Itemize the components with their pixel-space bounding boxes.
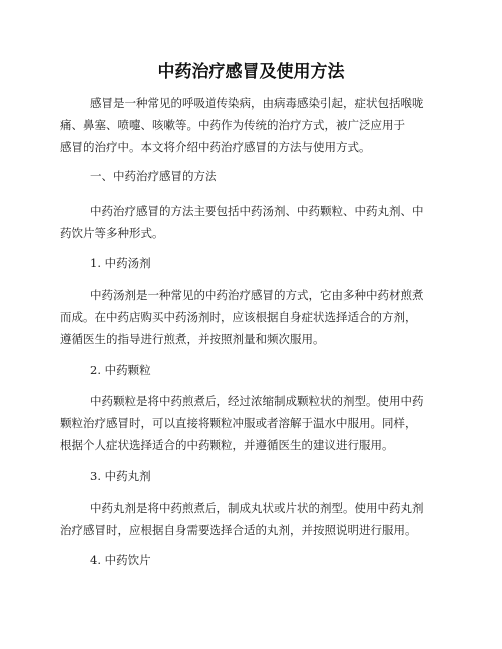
item2-heading: 2. 中药颗粒 xyxy=(90,363,151,377)
item3-heading: 3. 中药丸剂 xyxy=(90,469,151,483)
item1-line-3: 遵循医生的指导进行煎煮，并按照剂量和频次服用。 xyxy=(60,332,325,346)
intro-line-3: 感冒的治疗中。本文将介绍中药治疗感冒的方法与使用方式。 xyxy=(60,140,371,154)
intro-line-1: 感冒是一种常见的呼吸道传染病，由病毒感染引起，症状包括喉咙 xyxy=(90,96,424,110)
item1-heading: 1. 中药汤剂 xyxy=(90,256,151,270)
item2-paragraph xyxy=(60,390,448,456)
item3-line-2: 治疗感冒时，应根据自身需要选择合适的丸剂，并按照说明进行服用。 xyxy=(60,523,417,537)
item1-line-1: 中药汤剂是一种常见的中药治疗感冒的方式，它由多种中药材煎煮 xyxy=(90,288,424,302)
item4-heading: 4. 中药饮片 xyxy=(90,553,151,567)
section1-paragraph xyxy=(60,200,448,244)
item3-line-1: 中药丸剂是将中药煎煮后，制成丸状或片状的剂型。使用中药丸剂 xyxy=(90,501,424,515)
document-title: 中药治疗感冒及使用方法 xyxy=(157,62,345,82)
section1-line-1: 中药治疗感冒的方法主要包括中药汤剂、中药颗粒、中药丸剂、中 xyxy=(90,204,424,218)
intro-paragraph xyxy=(60,92,448,158)
item2-line-1: 中药颗粒是将中药煎煮后，经过浓缩制成颗粒状的剂型。使用中药 xyxy=(90,394,424,408)
item3-paragraph xyxy=(60,497,448,541)
section1-line-2: 药饮片等多种形式。 xyxy=(60,226,164,240)
item2-line-2: 颗粒治疗感冒时，可以直接将颗粒冲服或者溶解于温水中服用。同样， xyxy=(60,416,417,430)
section1-heading: 一、中药治疗感冒的方法 xyxy=(90,169,217,183)
item1-paragraph xyxy=(60,284,448,350)
item2-line-3: 根据个人症状选择适合的中药颗粒，并遵循医生的建议进行服用。 xyxy=(60,438,394,452)
intro-line-2: 痛、鼻塞、喷嚏、咳嗽等。中药作为传统的治疗方式，被广泛应用于 xyxy=(60,118,405,132)
item1-line-2: 而成。在中药店购买中药汤剂时，应该根据自身症状选择适合的方剂， xyxy=(60,310,417,324)
